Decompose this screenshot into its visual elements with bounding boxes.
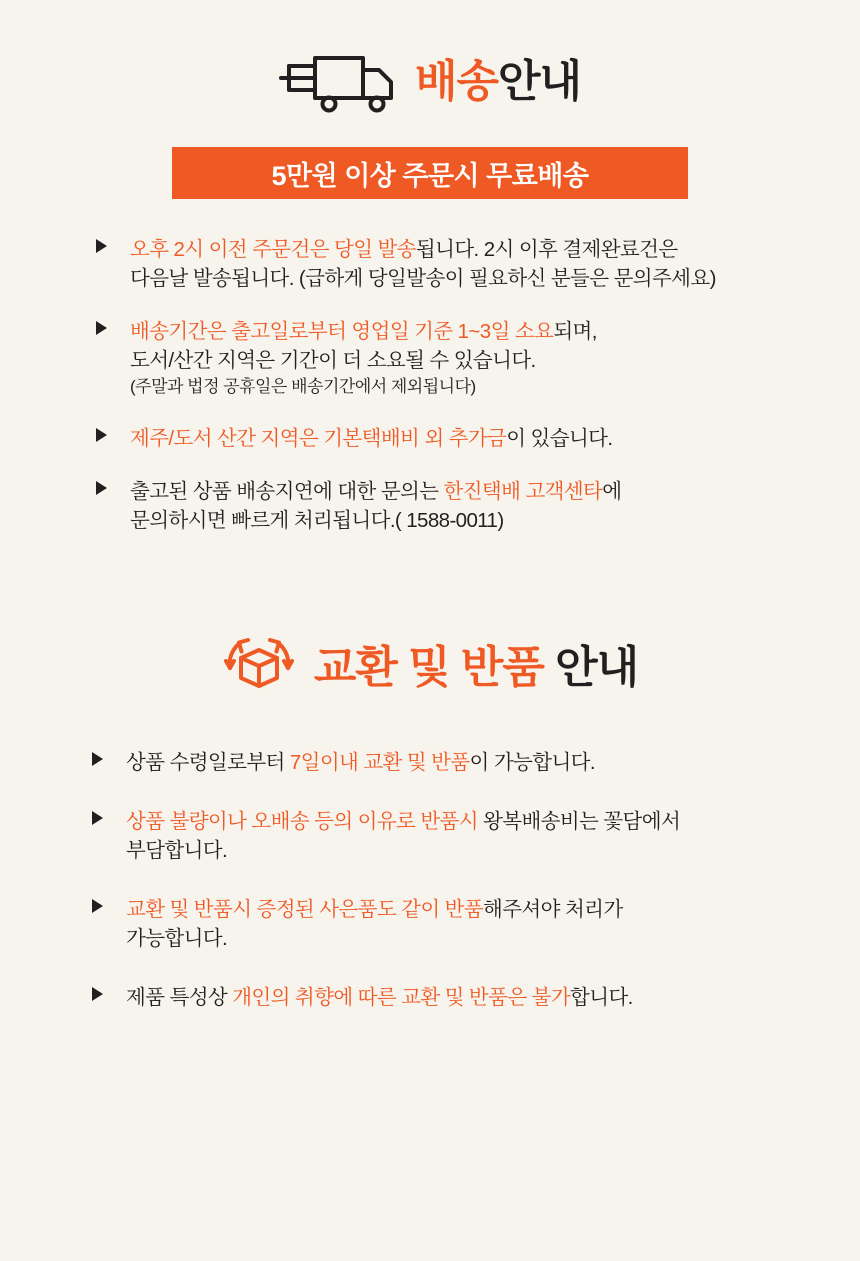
exchange-return-section	[0, 631, 860, 1013]
exchange-title-dark-text: 안내	[555, 643, 639, 693]
exchange-title	[313, 643, 639, 693]
policy-line-note: (주말과 법정 공휴일은 배송기간에서 제외됩니다)	[130, 377, 476, 397]
delivery-title-dark: 안내	[498, 56, 582, 106]
delivery-title	[414, 56, 582, 106]
triangle-bullet-icon	[96, 428, 107, 442]
policy-line: 상품 수령일로부터 7일이내 교환 및 반품이 가능합니다.	[126, 750, 595, 774]
policy-line: 출고된 상품 배송지연에 대한 문의는 한진택배 고객센타에	[130, 479, 622, 503]
triangle-bullet-icon	[92, 899, 103, 913]
delivery-info-section	[0, 0, 860, 535]
list-item	[96, 477, 800, 535]
triangle-bullet-icon	[92, 752, 103, 766]
list-item	[92, 895, 810, 953]
triangle-bullet-icon	[92, 811, 103, 825]
list-item	[96, 317, 800, 399]
list-item	[92, 807, 810, 865]
policy-line: 부담합니다.	[126, 839, 228, 863]
policy-line: 제품 특성상 개인의 취향에 따른 교환 및 반품은 불가합니다.	[126, 986, 633, 1010]
policy-line: 오후 2시 이전 주문건은 당일 발송됩니다. 2시 이후 결제완료건은	[130, 238, 678, 261]
policy-line: 교환 및 반품시 증정된 사은품도 같이 반품해주셔야 처리가	[126, 898, 623, 922]
free-shipping-banner-label: 5만원 이상 주문시 무료배송	[271, 160, 589, 191]
exchange-heading	[0, 631, 860, 706]
policy-line: 상품 불량이나 오배송 등의 이유로 반품시 왕복배송비는 꽃담에서	[126, 810, 681, 833]
policy-line: 제주/도서 산간 지역은 기본택배비 외 추가금이 있습니다.	[130, 426, 613, 450]
list-item	[96, 235, 800, 293]
delivery-truck-icon	[279, 44, 397, 119]
triangle-bullet-icon	[96, 481, 107, 495]
list-item	[92, 983, 810, 1012]
triangle-bullet-icon	[96, 239, 107, 253]
return-box-icon	[222, 631, 296, 706]
free-shipping-banner	[172, 147, 688, 199]
exchange-title-accent: 교환 및 반품	[313, 643, 544, 693]
policy-line: 다음날 발송됩니다. (급하게 당일발송이 필요하신 분들은 문의주세요)	[130, 267, 716, 291]
policy-line: 가능합니다.	[126, 927, 228, 951]
policy-line: 문의하시면 빠르게 처리됩니다.( 1588-0011)	[130, 508, 504, 532]
policy-line: 도서/산간 지역은 기간이 더 소요될 수 있습니다.	[130, 349, 536, 373]
list-item	[96, 424, 800, 453]
delivery-heading	[0, 44, 860, 119]
list-item	[92, 748, 810, 777]
delivery-bullet-list	[0, 235, 860, 535]
exchange-bullet-list	[0, 748, 860, 1013]
delivery-title-accent: 배송	[414, 56, 498, 106]
triangle-bullet-icon	[92, 987, 103, 1001]
exchange-title-dark	[544, 643, 555, 692]
triangle-bullet-icon	[96, 321, 107, 335]
policy-line: 배송기간은 출고일로부터 영업일 기준 1~3일 소요되며,	[130, 320, 597, 344]
